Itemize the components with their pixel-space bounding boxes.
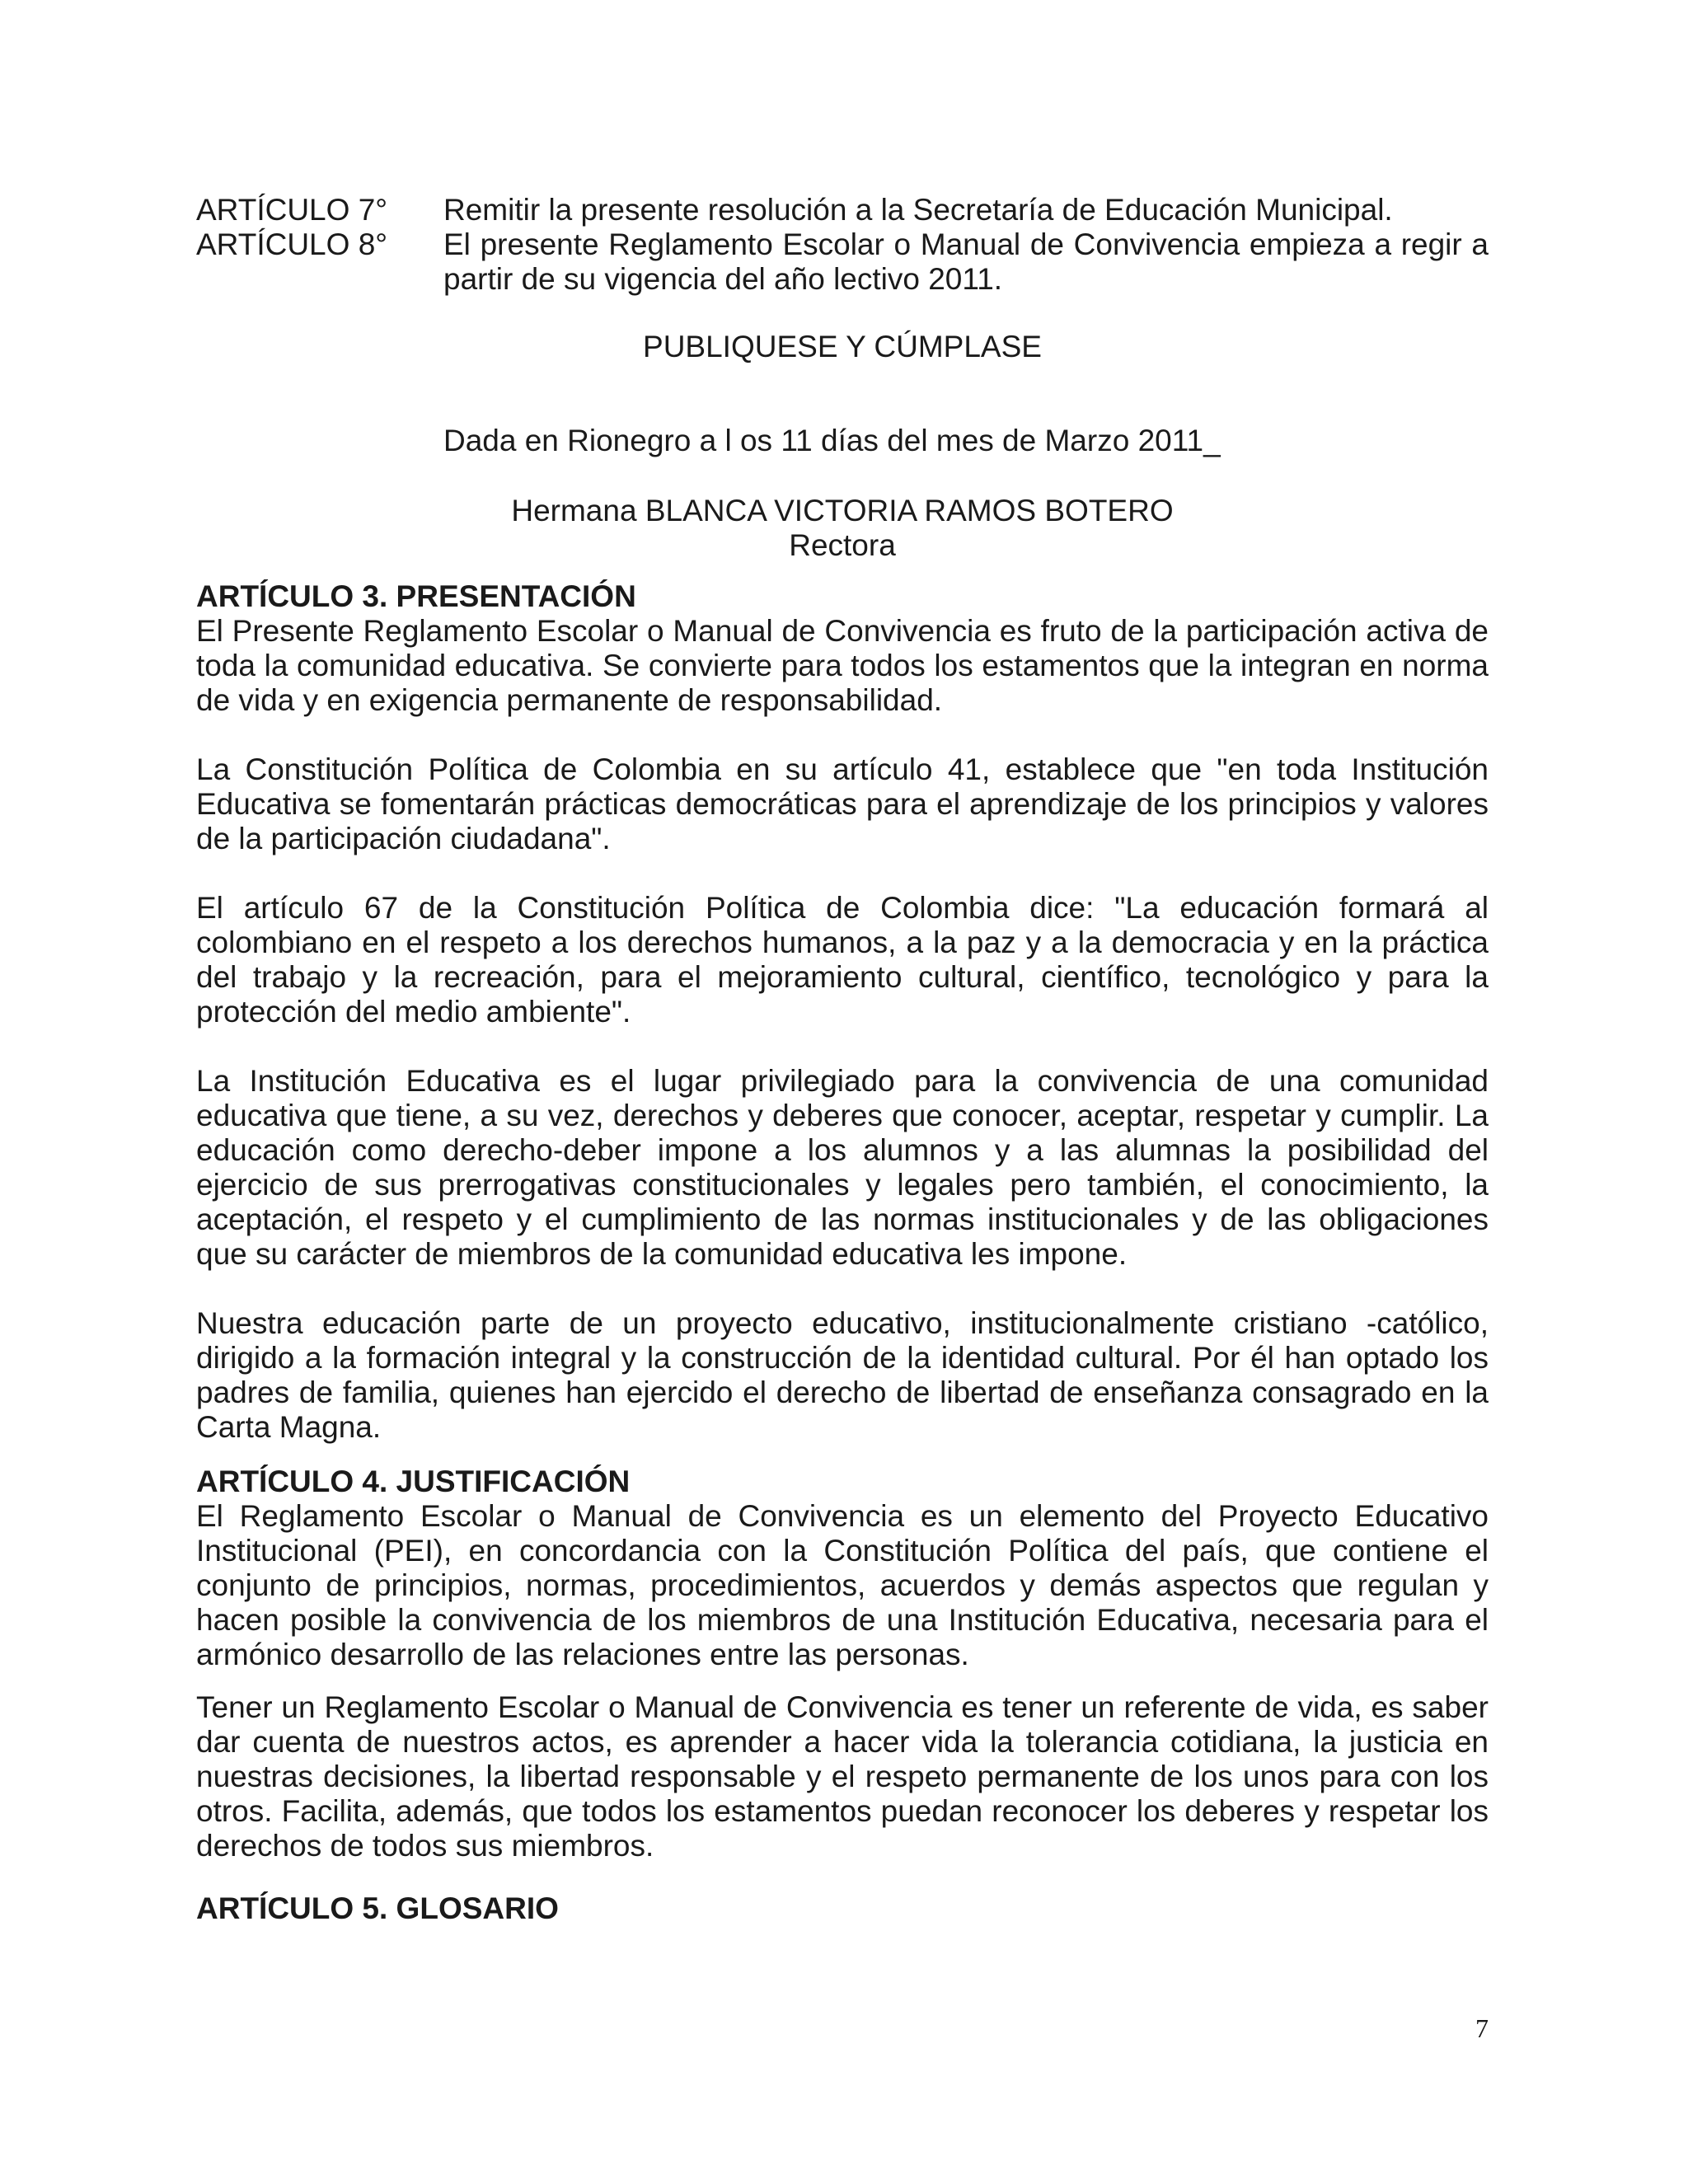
publish-line: PUBLIQUESE Y CÚMPLASE (643, 330, 1042, 363)
page-number: 7 (1475, 2013, 1489, 2043)
article-3-paragraph: La Constitución Política de Colombia en su artículo 41, establece que "en toda Institución Educativa se fomentarán prácticas democráticas para el aprendizaje de los principios y valores de la participación ciudadana". (196, 752, 1489, 855)
article-3-paragraph: Nuestra educación parte de un proyecto educativo, institucionalmente cristiano -católico, dirigido a la formación integral y la construcción de la identidad cultural. Por él han optado los padres de familia, quienes han ejercido el derecho de libertad de enseñanza consagrado en la Carta Magna. (196, 1306, 1489, 1444)
article-7-row (196, 193, 1489, 227)
article-3-heading: ARTÍCULO 3. PRESENTACIÓN (196, 579, 636, 613)
signer-title: Rectora (789, 528, 896, 562)
article-8-label: ARTÍCULO 8° (196, 227, 388, 261)
article-8-row (196, 227, 1489, 297)
article-5-heading: ARTÍCULO 5. GLOSARIO (196, 1891, 559, 1925)
article-4-paragraph: El Reglamento Escolar o Manual de Convivencia es un elemento del Proyecto Educativo Institucional (PEI), en concordancia con la Constitución Política del país, que contiene el conjunto de principios, normas, procedimientos, acuerdos y demás aspectos que regulan y hacen posible la convivencia de los miembros de una Institución Educativa, necesaria para el armónico desarrollo de las relaciones entre las personas. (196, 1499, 1489, 1671)
article-3-paragraph: La Institución Educativa es el lugar privilegiado para la convivencia de una comunidad educativa que tiene, a su vez, derechos y deberes que conocer, aceptar, respetar y cumplir. La educación como derecho-deber impone a los alumnos y a las alumnas la posibilidad del ejercicio de sus prerrogativas constitucionales y legales pero también, el conocimiento, la aceptación, el respeto y el cumplimiento de las normas institucionales y de las obligaciones que su carácter de miembros de la comunidad educativa les impone. (196, 1064, 1489, 1271)
given-line: Dada en Rionegro a l os 11 días del mes de Marzo 2011_ (443, 424, 1221, 457)
page-content (196, 193, 1489, 1926)
article-7-label: ARTÍCULO 7° (196, 193, 388, 227)
article-8-text: El presente Reglamento Escolar o Manual de Convivencia empieza a regir a partir de su vigencia del año lectivo 2011. (443, 227, 1489, 296)
signer-name: Hermana BLANCA VICTORIA RAMOS BOTERO (511, 494, 1174, 527)
article-7-text: Remitir la presente resolución a la Secretaría de Educación Municipal. (443, 193, 1393, 227)
article-3-paragraph: El Presente Reglamento Escolar o Manual de Convivencia es fruto de la participación activa de toda la comunidad educativa. Se convierte para todos los estamentos que la integran en norma de vida y en exigencia permanente de responsabilidad. (196, 614, 1489, 717)
article-4-heading: ARTÍCULO 4. JUSTIFICACIÓN (196, 1465, 631, 1498)
article-4-paragraph: Tener un Reglamento Escolar o Manual de Convivencia es tener un referente de vida, es saber dar cuenta de nuestros actos, es aprender a hacer vida la tolerancia cotidiana, la justicia en nuestras decisiones, la libertad responsable y el respeto permanente de los unos para con los otros. Facilita, además, que todos los estamentos puedan reconocer los deberes y respetar los derechos de todos sus miembros. (196, 1690, 1489, 1863)
article-3-paragraph: El artículo 67 de la Constitución Política de Colombia dice: "La educación formará al colombiano en el respeto a los derechos humanos, a la paz y a la democracia y en la práctica del trabajo y la recreación, para el mejoramiento cultural, científico, tecnológico y para la protección del medio ambiente". (196, 891, 1489, 1029)
